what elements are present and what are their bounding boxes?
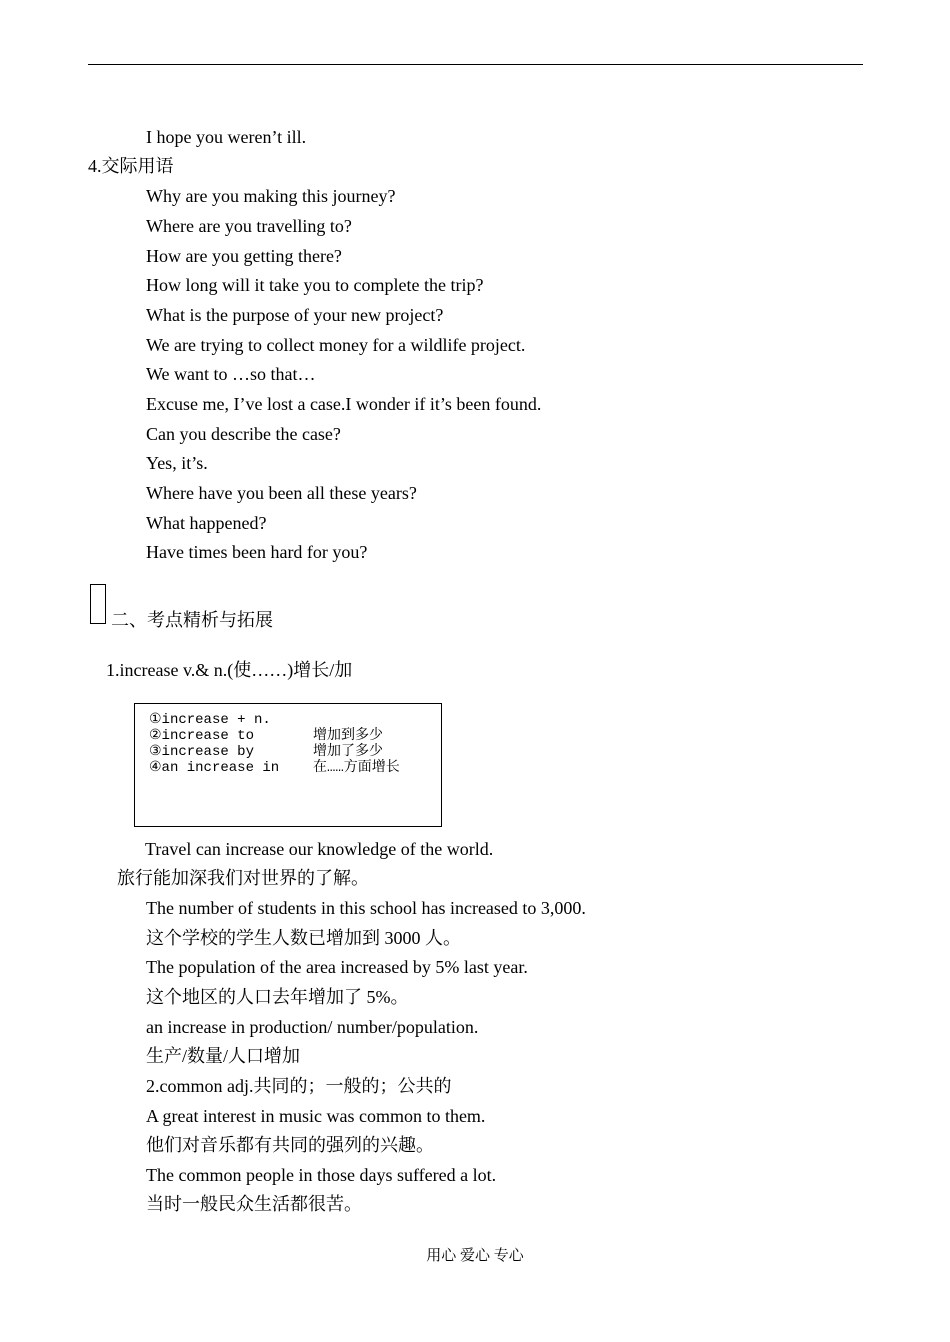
phrase-line: Can you describe the case?	[146, 424, 341, 444]
example-line: 这个地区的人口去年增加了 5%。	[146, 987, 409, 1007]
item-title-common: 2.common adj.共同的；一般的；公共的	[146, 1076, 452, 1096]
phrase-line: Where are you travelling to?	[146, 216, 352, 236]
usage-term: ①increase + n.	[149, 712, 271, 728]
phrase-line: How are you getting there?	[146, 246, 342, 266]
header-rule	[88, 64, 863, 65]
phrase-line: What is the purpose of your new project?	[146, 305, 444, 325]
heading-marker-icon	[90, 584, 106, 624]
example-sentence: Travel can increase our knowledge of the world.	[145, 839, 494, 859]
usage-meaning: 在……方面增长	[313, 760, 400, 776]
phrase-line: We are trying to collect money for a wildlife project.	[146, 335, 526, 355]
example-line: 他们对音乐都有共同的强列的兴趣。	[146, 1135, 434, 1155]
phrase-line: Where have you been all these years?	[146, 483, 417, 503]
example-line: 生产/数量/人口增加	[146, 1046, 301, 1066]
example-line: The number of students in this school has increased to 3,000.	[146, 898, 586, 918]
usage-term: ③increase by	[149, 744, 254, 760]
usage-meaning: 增加了多少	[313, 744, 383, 760]
phrase-line: What happened?	[146, 513, 267, 533]
example-line: 这个学校的学生人数已增加到 3000 人。	[146, 928, 461, 948]
example-line: 当时一般民众生活都很苦。	[146, 1194, 362, 1214]
phrase-line: Yes, it’s.	[146, 453, 208, 473]
example-line: The population of the area increased by 5% last year.	[146, 957, 528, 977]
page-footer: 用心 爱心 专心	[426, 1248, 524, 1264]
usage-term: ②increase to	[149, 728, 254, 744]
example-line: an increase in production/ number/population.	[146, 1017, 479, 1037]
phrase-line: Have times been hard for you?	[146, 542, 368, 562]
phrase-line: Why are you making this journey?	[146, 186, 396, 206]
text-line: I hope you weren’t ill.	[146, 127, 307, 147]
usage-term: ④an increase in	[149, 760, 280, 776]
section-title-2: 二、考点精析与拓展	[111, 610, 273, 630]
phrase-line: How long will it take you to complete the trip?	[146, 275, 484, 295]
item-title-increase: 1.increase v.& n.(使……)增长/加	[106, 660, 353, 680]
phrase-line: We want to …so that…	[146, 364, 316, 384]
usage-box	[134, 703, 442, 827]
usage-meaning: 增加到多少	[313, 728, 383, 744]
section-title-4: 4.交际用语	[88, 156, 174, 176]
example-line: The common people in those days suffered a lot.	[146, 1165, 497, 1185]
phrase-line: Excuse me, I’ve lost a case.I wonder if it’s been found.	[146, 394, 542, 414]
example-line: A great interest in music was common to them.	[146, 1106, 486, 1126]
example-translation: 旅行能加深我们对世界的了解。	[117, 868, 369, 888]
